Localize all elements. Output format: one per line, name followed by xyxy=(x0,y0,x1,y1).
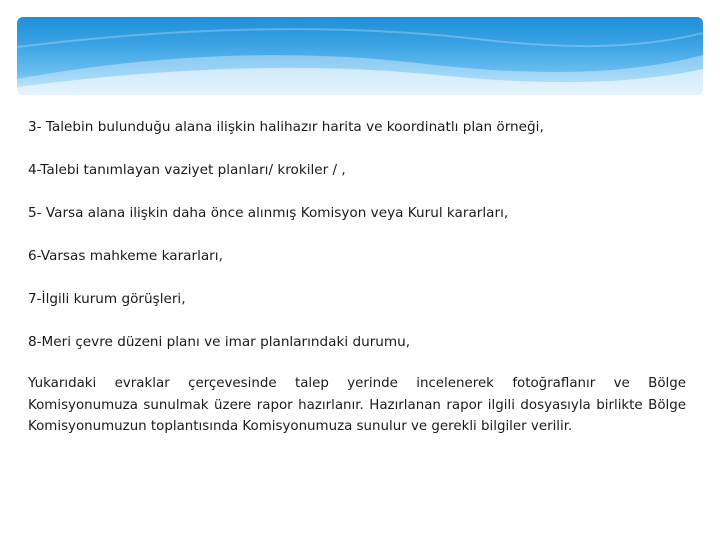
list-item: 6-Varsas mahkeme kararları, xyxy=(28,248,223,264)
header-wave-decoration xyxy=(17,17,703,95)
content-area xyxy=(28,118,686,451)
summary-paragraph: Yukarıdaki evraklar çerçevesinde talep yerinde incelenerek fotoğraflanır ve Bölge Komisyonumuza sunulmak üzere rapor hazırlanır. Hazırlanan rapor ilgili dosyasıyla birlikte Bölge Komisyonumuzun toplantısında Komisyonumuza sunulur ve gerekli bilgiler verilir. xyxy=(28,376,686,434)
list-item: 8-Meri çevre düzeni planı ve imar planlarındaki durumu, xyxy=(28,334,411,350)
header-band xyxy=(17,17,703,95)
list-item: 5- Varsa alana ilişkin daha önce alınmış Komisyon veya Kurul kararları, xyxy=(28,205,509,221)
list-item: 3- Talebin bulunduğu alana ilişkin halihazır harita ve koordinatlı plan örneği, xyxy=(28,119,544,135)
list-item: 4-Talebi tanımlayan vaziyet planları/ krokiler / , xyxy=(28,162,346,178)
list-item: 7-İlgili kurum görüşleri, xyxy=(28,291,186,307)
